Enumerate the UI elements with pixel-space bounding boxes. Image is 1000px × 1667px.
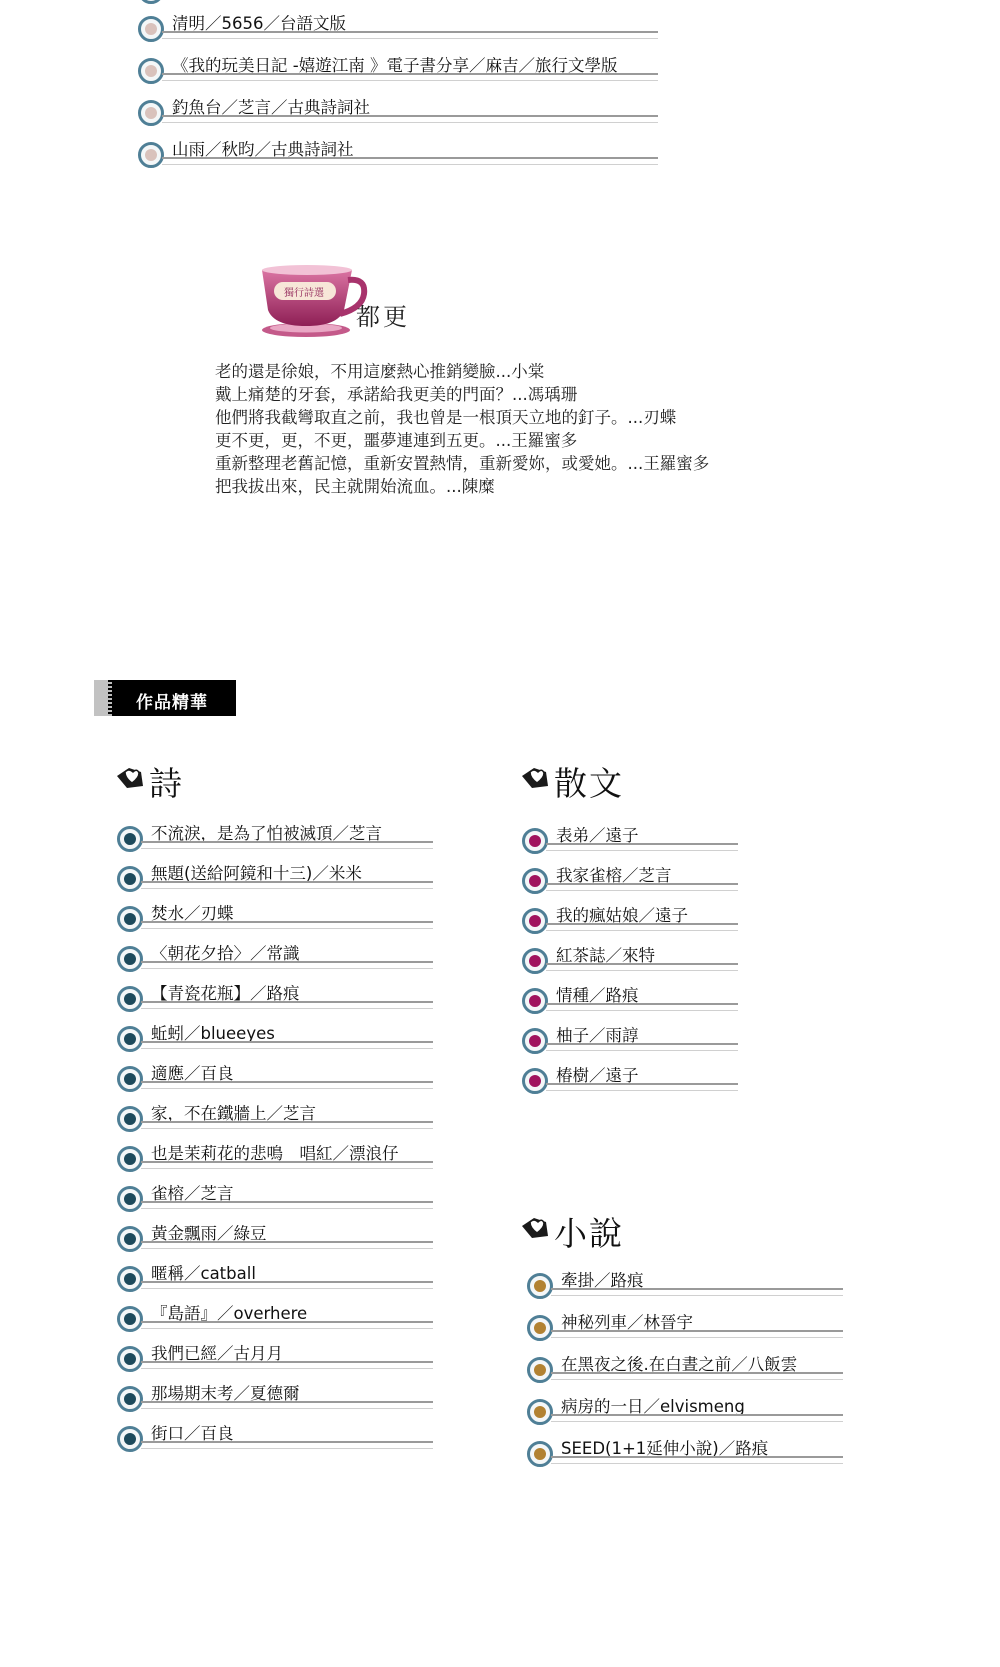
list-item-link[interactable]: 我們已經／古月月: [151, 1344, 283, 1363]
list-item-link[interactable]: 《我的玩美日記 -嬉遊江南 》電子書分享／麻吉／旅行文學版: [172, 56, 618, 75]
list-item-link[interactable]: 家，不在鐵牆上／芝言: [151, 1104, 316, 1123]
section-title: 散文: [554, 764, 624, 803]
quote-line: 他們將我截彎取直之前，我也曾是一根頂天立地的釘子。...刃蝶: [215, 408, 677, 427]
divider: [141, 1401, 433, 1409]
list-item[interactable]: [527, 1357, 837, 1397]
bullet-ring-icon: [527, 1357, 553, 1383]
bullet-ring-icon: [117, 1106, 143, 1132]
bullet-ring-icon: [117, 946, 143, 972]
divider: [546, 1003, 738, 1011]
list-item[interactable]: [138, 58, 658, 98]
list-item[interactable]: [527, 1315, 837, 1355]
list-item-link[interactable]: 牽掛／路痕: [561, 1271, 644, 1290]
divider: [162, 31, 658, 39]
divider: [141, 1321, 433, 1329]
bullet-ring-icon: [522, 988, 548, 1014]
bullet-ring-icon: [117, 906, 143, 932]
bullet-ring-icon: [522, 948, 548, 974]
section-title: 小說: [554, 1214, 624, 1253]
list-item-link[interactable]: 焚水／刃蝶: [151, 904, 234, 923]
bullet-ring-icon: [522, 828, 548, 854]
bullet-ring-icon: [117, 1026, 143, 1052]
list-item-link[interactable]: 〈朝花夕拾〉／常識: [151, 944, 300, 963]
quote-line: 重新整理老舊記憶，重新安置熱情，重新愛妳，或愛她。...王羅蜜多: [215, 454, 710, 473]
bullet-ring-icon: [117, 826, 143, 852]
divider: [162, 157, 658, 165]
list-item[interactable]: [527, 1273, 837, 1313]
divider: [551, 1330, 843, 1338]
divider: [141, 1081, 433, 1089]
bullet-ring-icon: [117, 1426, 143, 1452]
banner-label: 作品精華: [136, 693, 208, 713]
banner-stripe: [108, 680, 112, 716]
bullet-ring-icon: [522, 908, 548, 934]
divider: [546, 1043, 738, 1051]
divider: [141, 1121, 433, 1129]
section-title: 詩: [149, 764, 184, 803]
divider: [546, 843, 738, 851]
divider: [551, 1288, 843, 1296]
list-item-link[interactable]: 柚子／雨諄: [556, 1026, 639, 1045]
bullet-ring-icon: [117, 1066, 143, 1092]
bullet-ring-icon: [138, 142, 164, 168]
divider: [141, 841, 433, 849]
bullet-ring-icon: [138, 0, 164, 4]
divider: [141, 1441, 433, 1449]
bullet-ring-icon: [138, 16, 164, 42]
list-item-link[interactable]: 我家雀榕／芝言: [556, 866, 672, 885]
bullet-ring-icon: [117, 1146, 143, 1172]
divider: [141, 1041, 433, 1049]
divider: [162, 115, 658, 123]
list-item[interactable]: [138, 100, 658, 140]
quote-line: 把我拔出來，民主就開始流血。...陳糜: [215, 477, 495, 496]
list-item-link[interactable]: 清明／5656／台語文版: [172, 14, 346, 33]
bullet-ring-icon: [117, 1306, 143, 1332]
bullet-ring-icon: [522, 868, 548, 894]
quote-line: 更不更，更，不更，噩夢連連到五更。...王羅蜜多: [215, 431, 578, 450]
heart-book-icon: [520, 766, 550, 790]
list-item-link[interactable]: 情種／路痕: [556, 986, 639, 1005]
divider: [141, 1161, 433, 1169]
list-item[interactable]: [117, 1426, 437, 1466]
list-item-link[interactable]: 那場期末考／夏德爾: [151, 1384, 300, 1403]
bullet-ring-icon: [117, 1266, 143, 1292]
divider: [551, 1456, 843, 1464]
featured-quotes: [215, 360, 709, 498]
bullet-ring-icon: [527, 1315, 553, 1341]
list-item-link[interactable]: 椿樹／遠子: [556, 1066, 639, 1085]
bullet-ring-icon: [138, 100, 164, 126]
list-item-link[interactable]: 無題(送給阿鏡和十三)／米米: [151, 864, 362, 883]
list-item-link[interactable]: 我的瘋姑娘／遠子: [556, 906, 688, 925]
divider: [141, 1281, 433, 1289]
featured-title[interactable]: 都更: [356, 303, 410, 331]
divider: [141, 1001, 433, 1009]
list-item-link[interactable]: 【青瓷花瓶】／路痕: [151, 984, 300, 1003]
bullet-ring-icon: [117, 1346, 143, 1372]
list-item-link[interactable]: 黃金飄雨／綠豆: [151, 1224, 267, 1243]
list-item[interactable]: [138, 16, 658, 56]
divider: [546, 883, 738, 891]
divider: [551, 1372, 843, 1380]
list-item[interactable]: [522, 1068, 722, 1108]
bullet-ring-icon: [138, 58, 164, 84]
teacup-icon[interactable]: [258, 262, 368, 340]
section-banner: [94, 680, 236, 716]
divider: [162, 73, 658, 81]
divider: [141, 1201, 433, 1209]
divider: [546, 963, 738, 971]
quote-line: 戴上痛楚的牙套，承諾給我更美的門面？...馮瑀珊: [215, 385, 578, 404]
bullet-ring-icon: [527, 1441, 553, 1467]
list-item-link[interactable]: 紅茶誌／來特: [556, 946, 655, 965]
list-item-link[interactable]: 山雨／秋昀／古典詩詞社: [172, 140, 354, 159]
bullet-ring-icon: [527, 1273, 553, 1299]
divider: [551, 1414, 843, 1422]
heart-book-icon: [115, 766, 145, 790]
quote-line: 老的還是徐娘，不用這麼熱心推銷變臉...小棠: [215, 362, 545, 381]
list-item-link[interactable]: 神秘列車／林晉宇: [561, 1313, 693, 1332]
divider: [141, 881, 433, 889]
list-item-link[interactable]: 病房的一日／elvismeng: [561, 1397, 745, 1416]
cup-label: 獨行詩選: [284, 288, 324, 299]
bullet-ring-icon: [522, 1028, 548, 1054]
list-item-link[interactable]: 『島語』／overhere: [151, 1304, 308, 1323]
list-item-link[interactable]: 暱稱／catball: [151, 1264, 256, 1283]
list-item[interactable]: [527, 1441, 837, 1481]
list-item-link[interactable]: 也是茉莉花的悲鳴__唱紅／漂浪仔: [151, 1144, 399, 1163]
list-item-link[interactable]: 適應／百良: [151, 1064, 234, 1083]
bullet-ring-icon: [527, 1399, 553, 1425]
divider: [141, 921, 433, 929]
list-item[interactable]: [138, 142, 658, 182]
bullet-ring-icon: [117, 986, 143, 1012]
list-item-link[interactable]: 釣魚台／芝言／古典詩詞社: [172, 98, 370, 117]
list-item-link[interactable]: 不流淚，是為了怕被滅頂／芝言: [151, 824, 382, 843]
divider: [141, 961, 433, 969]
divider: [141, 1361, 433, 1369]
divider: [141, 1241, 433, 1249]
heart-book-icon: [520, 1216, 550, 1240]
bullet-ring-icon: [522, 1068, 548, 1094]
bullet-ring-icon: [117, 1186, 143, 1212]
list-item-link[interactable]: 表弟／遠子: [556, 826, 639, 845]
divider: [546, 923, 738, 931]
banner-edge: [94, 680, 108, 716]
list-item-link[interactable]: 街口／百良: [151, 1424, 234, 1443]
list-item-link[interactable]: 蚯蚓／blueeyes: [151, 1024, 275, 1043]
bullet-ring-icon: [117, 1386, 143, 1412]
bullet-ring-icon: [117, 866, 143, 892]
list-item-link[interactable]: SEED(1+1延伸小說)／路痕: [561, 1439, 769, 1458]
list-item-link[interactable]: 雀榕／芝言: [151, 1184, 234, 1203]
bullet-ring-icon: [117, 1226, 143, 1252]
divider: [546, 1083, 738, 1091]
list-item[interactable]: [527, 1399, 837, 1439]
list-item-link[interactable]: 在黑夜之後.在白晝之前／八飯雲: [561, 1355, 798, 1374]
